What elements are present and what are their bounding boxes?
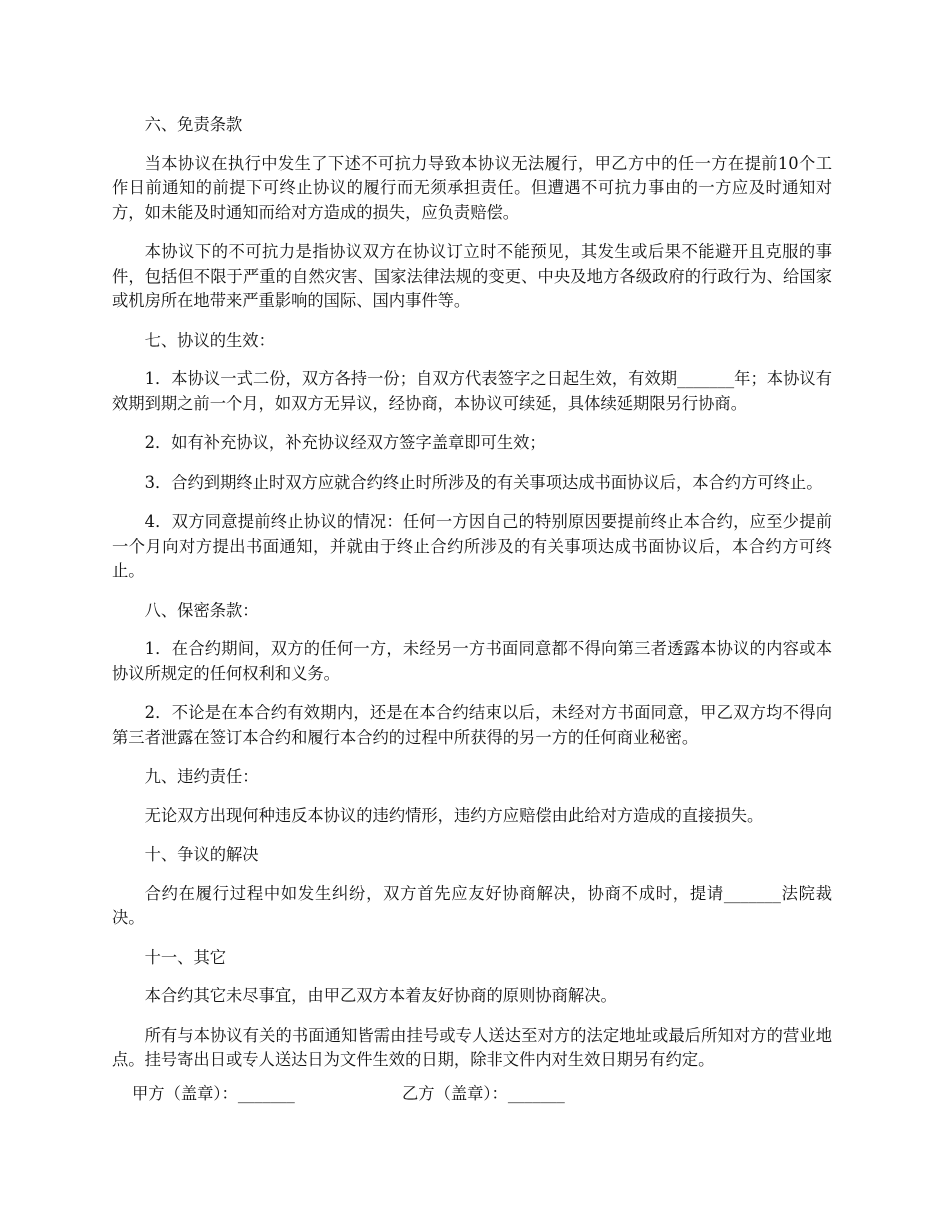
- signature-block: [132, 1082, 565, 1154]
- body-paragraph: 4．双方同意提前终止协议的情况：任何一方因自己的特别原因要提前终止本合约，应至少提前一个月向对方提出书面通知，并就由于终止合约所涉及的有关事项达成书面协议后，本合约方可终止。: [112, 512, 832, 580]
- party-b-signature: 乙方（盖章）：_______: [402, 1084, 565, 1103]
- section-heading: 七、协议的生效：: [144, 330, 275, 350]
- section-heading: 十一、其它: [144, 947, 227, 967]
- body-paragraph: 本合约其它未尽事宜，由甲乙双方本着友好协商的原则协商解决。: [144, 986, 617, 1005]
- section-heading: 九、违约责任：: [144, 767, 259, 786]
- document-body: [112, 113, 832, 1073]
- body-paragraph: 合约在履行过程中如发生纠纷，双方首先应友好协商解决，协商不成时，提请_______法院裁决。: [112, 883, 832, 927]
- section-heading: 八、保密条款：: [144, 600, 259, 620]
- body-paragraph: 所有与本协议有关的书面通知皆需由挂号或专人送达至对方的法定地址或最后所知对方的营业地点。挂号寄出日或专人送达日为文件生效的日期，除非文件内对生效日期另有约定。: [112, 1025, 832, 1069]
- body-paragraph: 无论双方出现何种违反本协议的违约情形，违约方应赔偿由此给对方造成的直接损失。: [144, 805, 764, 825]
- body-paragraph: 2．不论是在本合约有效期内，还是在本合约结束以后，未经对方书面同意，甲乙双方均不得向第三者泄露在签订本合约和履行本合约的过程中所获得的另一方的任何商业秘密。: [112, 703, 832, 747]
- body-paragraph: 1．本协议一式二份，双方各持一份；自双方代表签字之日起生效，有效期_______年；本协议有效期到期之前一个月，如双方无异议，经协商，本协议可续延，具体续延期限另行协商。: [112, 369, 832, 413]
- section-heading: 六、免责条款: [144, 115, 243, 134]
- body-paragraph: 3．合约到期终止时双方应就合约终止时所涉及的有关事项达成书面协议后，本合约方可终止。: [144, 472, 823, 492]
- body-paragraph: 2．如有补充协议，补充协议经双方签字盖章即可生效；: [144, 433, 546, 452]
- body-paragraph: 当本协议在执行中发生了下述不可抗力导致本协议无法履行，甲乙方中的任一方在提前10个工作日前通知的前提下可终止协议的履行而无须承担责任。但遭遇不可抗力事由的一方应及时通知对方，如未能及时通知而给对方造成的损失，应负责赔偿。: [112, 153, 832, 222]
- party-a-signature: 甲方（盖章）：_______: [132, 1084, 295, 1103]
- section-heading: 十、争议的解决: [144, 845, 259, 864]
- body-paragraph: 1．在合约期间，双方的任何一方，未经另一方书面同意都不得向第三者透露本协议的内容或本协议所规定的任何权利和义务。: [112, 639, 832, 683]
- body-paragraph: 本协议下的不可抗力是指协议双方在协议订立时不能预见，其发生或后果不能避开且克服的事件，包括但不限于严重的自然灾害、国家法律法规的变更、中央及地方各级政府的行政行为、给国家或机房所在地带来严重影响的国际、国内事件等。: [112, 242, 832, 310]
